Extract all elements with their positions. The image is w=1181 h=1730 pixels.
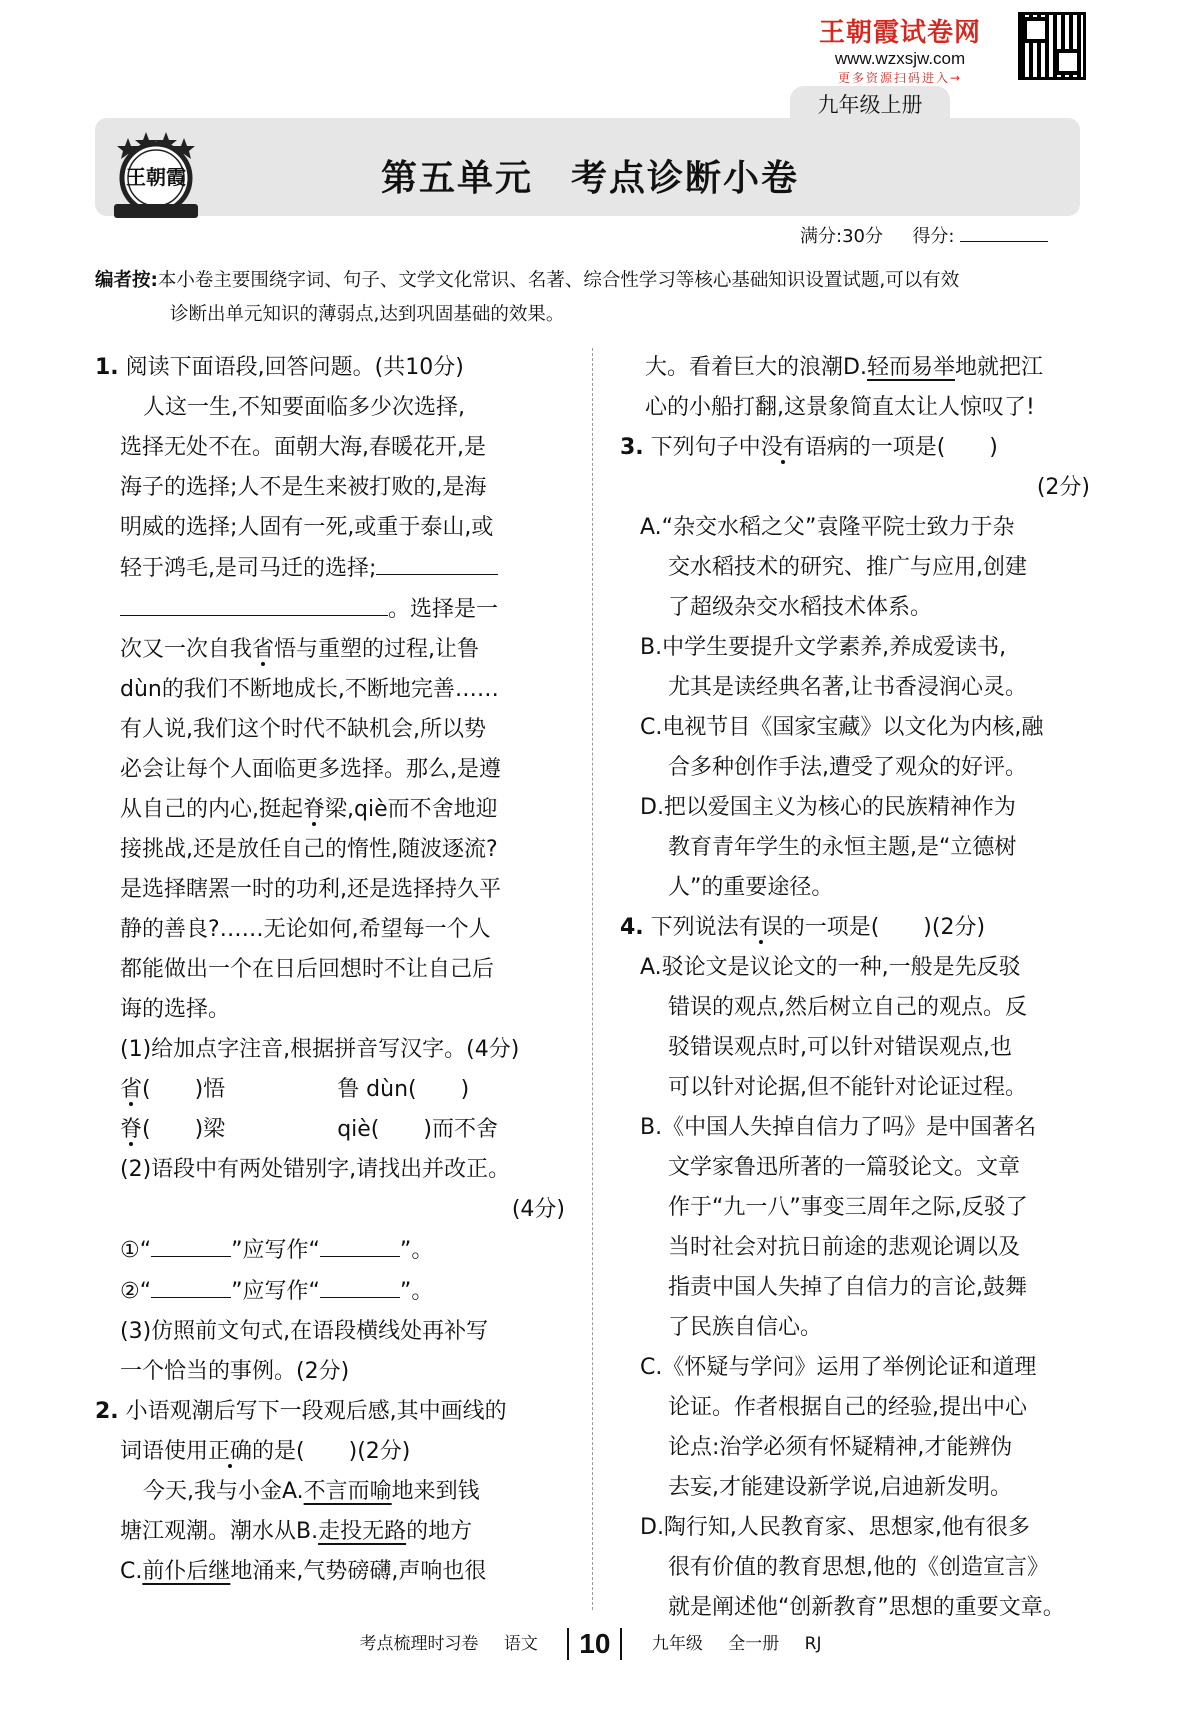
q1-passage-line: 明威的选择;人固有一死,或重于泰山,或 bbox=[120, 515, 494, 540]
brand-name: 王朝霞试卷网 bbox=[818, 18, 981, 48]
q4-option-c: 论点:治学必须有怀疑精神,才能辨伪 bbox=[668, 1435, 1013, 1460]
q1-sub1: (1)给加点字注音,根据拼音写汉字。(4分) bbox=[120, 1037, 520, 1062]
underlined-term: 不言而喻 bbox=[303, 1479, 392, 1504]
q1-passage-line: 是选择瞎罴一时的功利,还是选择持久平 bbox=[120, 877, 501, 902]
dotted-char: 脊 bbox=[303, 797, 326, 822]
q4-option-b: 作于“九一八”事变三周年之际,反驳了 bbox=[668, 1195, 1028, 1220]
q4-option-d: D.陶行知,人民教育家、思想家,他有很多 bbox=[640, 1515, 1030, 1540]
q1-passage-line: 诲的选择。 bbox=[120, 997, 231, 1022]
footer-series: 考点梳理时习卷 bbox=[359, 1634, 479, 1654]
q1-passage-line: 静的善良?……无论如何,希望每一个人 bbox=[120, 917, 491, 942]
q2-stem: 2. 小语观潮后写下一段观后感,其中画线的 bbox=[95, 1399, 507, 1424]
q4-option-b: 了民族自信心。 bbox=[668, 1315, 823, 1340]
q2-passage-line: 大。看着巨大的浪潮D.轻而易举地就把江 bbox=[645, 355, 1043, 380]
q2-stem: 词语使用正确的是( )(2分) bbox=[120, 1439, 411, 1464]
q3-option-c: 合多种创作手法,遭受了观众的好评。 bbox=[668, 755, 1027, 780]
right-column bbox=[620, 348, 1090, 1628]
q1-sub2: (2)语段中有两处错别字,请找出并改正。 bbox=[120, 1157, 511, 1182]
footer-grade: 九年级 bbox=[651, 1634, 703, 1654]
q3-option-a: A.“杂交水稻之父”袁隆平院士致力于杂 bbox=[640, 515, 1015, 540]
brand-block bbox=[819, 12, 981, 86]
editor-note-line1: 本小卷主要围绕字词、句子、文学文化常识、名著、综合性学习等核心基础知识设置试题,可以有效 bbox=[157, 270, 960, 291]
fill-blank[interactable] bbox=[376, 548, 498, 575]
editor-note bbox=[95, 264, 1085, 332]
q2-passage-line: 心的小船打翻,这景象简直太让人惊叹了! bbox=[645, 395, 1035, 420]
footer-subject: 语文 bbox=[503, 1634, 538, 1654]
qr-code-icon[interactable] bbox=[1018, 12, 1086, 80]
underlined-term: 轻而易举 bbox=[866, 355, 955, 380]
q3-option-c: C.电视节目《国家宝藏》以文化为内核,融 bbox=[640, 715, 1044, 740]
underlined-term: 走投无路 bbox=[318, 1519, 407, 1544]
q4-option-a: 错误的观点,然后树立自己的观点。反 bbox=[668, 995, 1027, 1020]
q3-option-d: D.把以爱国主义为核心的民族精神作为 bbox=[640, 795, 1016, 820]
q1-sub2-score: (4分) bbox=[511, 1197, 565, 1222]
q4-option-a: 可以针对论据,但不能针对论证过程。 bbox=[668, 1075, 1027, 1100]
q1-sub3: (3)仿照前文句式,在语段横线处再补写 bbox=[120, 1319, 489, 1344]
q4-option-c: 去妄,才能建设新学说,启迪新发明。 bbox=[668, 1475, 1012, 1500]
q4-option-b: 当时社会对抗日前途的悲观论调以及 bbox=[668, 1235, 1021, 1260]
q1-passage-line: 次又一次自我省悟与重塑的过程,让鲁 bbox=[120, 637, 480, 662]
q4-option-d: 很有价值的教育思想,他的《创造宣言》 bbox=[668, 1555, 1049, 1580]
q1-sub2-row: ①“ ”应写作“ ”。 bbox=[95, 1230, 565, 1271]
brand-cta: 更多资源扫码进入→ bbox=[837, 71, 963, 85]
q4-option-d: 就是阐述他“创新教育”思想的重要文章。 bbox=[668, 1595, 1065, 1620]
q1-passage-line: 从自己的内心,挺起脊梁,qiè而不舍地迎 bbox=[120, 797, 498, 822]
q3-option-b: B.中学生要提升文学素养,养成爱读书, bbox=[640, 635, 1007, 660]
editor-note-line2: 诊断出单元知识的薄弱点,达到巩固基础的效果。 bbox=[170, 304, 565, 325]
left-column bbox=[95, 348, 565, 1592]
editor-note-label: 编者按: bbox=[95, 270, 158, 291]
q2-passage-line: C.前仆后继地涌来,气势磅礴,声响也很 bbox=[120, 1559, 487, 1584]
full-score: 满分:30分 bbox=[800, 226, 883, 247]
q3-option-a: 了超级杂交水稻技术体系。 bbox=[668, 595, 933, 620]
q1-passage-line: dùn的我们不断地成长,不断地完善…… bbox=[120, 677, 499, 702]
q4-stem: 4. 下列说法有误的一项是( )(2分) bbox=[620, 915, 986, 940]
svg-text:王朝霞: 王朝霞 bbox=[126, 165, 186, 189]
q1-sub1-row: 省( )悟 鲁 dùn( ) bbox=[120, 1077, 470, 1102]
q1-passage-line: 都能做出一个在日后回想时不让自己后 bbox=[120, 957, 495, 982]
q3-option-d: 教育青年学生的永恒主题,是“立德树 bbox=[668, 835, 1017, 860]
q4-option-b: 指责中国人失掉了自信力的言论,鼓舞 bbox=[668, 1275, 1027, 1300]
score-line bbox=[800, 222, 1048, 248]
brand-url[interactable]: www.wzxsjw.com bbox=[834, 49, 966, 68]
score-blank[interactable] bbox=[960, 225, 1048, 242]
q1-stem: 1. 阅读下面语段,回答问题。(共10分) bbox=[95, 355, 464, 380]
page-number: 10 bbox=[567, 1628, 622, 1660]
q4-option-b: 文学家鲁迅所著的一篇驳论文。文章 bbox=[668, 1155, 1021, 1180]
q1-sub1-row: 脊( )梁 qiè( )而不舍 bbox=[120, 1117, 498, 1142]
q1-passage-line: 必会让每个人面临更多选择。那么,是遵 bbox=[120, 757, 501, 782]
page-title: 第五单元 考点诊断小卷 bbox=[380, 158, 799, 199]
q1-passage-line: 轻于鸿毛,是司马迁的选择; bbox=[95, 548, 565, 589]
q1-passage-line: 海子的选择;人不是生来被打败的,是海 bbox=[120, 475, 487, 500]
q4-option-b: B.《中国人失掉自信力了吗》是中国著名 bbox=[640, 1115, 1037, 1140]
grade-tab: 九年级上册 bbox=[790, 86, 950, 122]
q4-option-a: 驳错误观点时,可以针对错误观点,也 bbox=[668, 1035, 1012, 1060]
q4-option-a: A.驳论文是议论文的一种,一般是先反驳 bbox=[640, 955, 1021, 980]
q3-stem: 3. 下列句子中没有语病的一项是( ) bbox=[620, 435, 998, 460]
q1-passage-line: 选择无处不在。面朝大海,春暖花开,是 bbox=[120, 435, 486, 460]
q1-passage-line: 人这一生,不知要面临多少次选择, bbox=[143, 395, 465, 420]
q1-passage-line: 接挑战,还是放任自己的惰性,随波逐流? bbox=[120, 837, 498, 862]
dotted-char: 省 bbox=[252, 637, 275, 662]
seal-logo-icon bbox=[108, 128, 204, 220]
fill-blank[interactable] bbox=[120, 589, 388, 616]
footer-edition: RJ bbox=[804, 1634, 822, 1654]
q3-option-a: 交水稻技术的研究、推广与应用,创建 bbox=[668, 555, 1027, 580]
page-footer bbox=[0, 1628, 1181, 1660]
q3-option-b: 尤其是读经典名著,让书香浸润心灵。 bbox=[668, 675, 1027, 700]
q1-sub3: 一个恰当的事例。(2分) bbox=[120, 1359, 350, 1384]
q4-option-c: C.《怀疑与学问》运用了举例论证和道理 bbox=[640, 1355, 1037, 1380]
score-label: 得分: bbox=[912, 226, 955, 247]
underlined-term: 前仆后继 bbox=[142, 1559, 231, 1584]
q3-score: (2分) bbox=[1036, 475, 1090, 500]
column-divider bbox=[592, 348, 593, 1610]
q2-passage-line: 塘江观潮。潮水从B.走投无路的地方 bbox=[120, 1519, 473, 1544]
q1-passage-line: 有人说,我们这个时代不缺机会,所以势 bbox=[120, 717, 486, 742]
q2-passage-line: 今天,我与小金A.不言而喻地来到钱 bbox=[143, 1479, 480, 1504]
q1-passage-line: 。选择是一 bbox=[95, 589, 565, 630]
footer-volume: 全一册 bbox=[728, 1634, 780, 1654]
q3-option-d: 人”的重要途径。 bbox=[668, 875, 834, 900]
q1-sub2-row: ②“ ”应写作“ ”。 bbox=[95, 1271, 565, 1312]
q4-option-c: 论证。作者根据自己的经验,提出中心 bbox=[668, 1395, 1027, 1420]
